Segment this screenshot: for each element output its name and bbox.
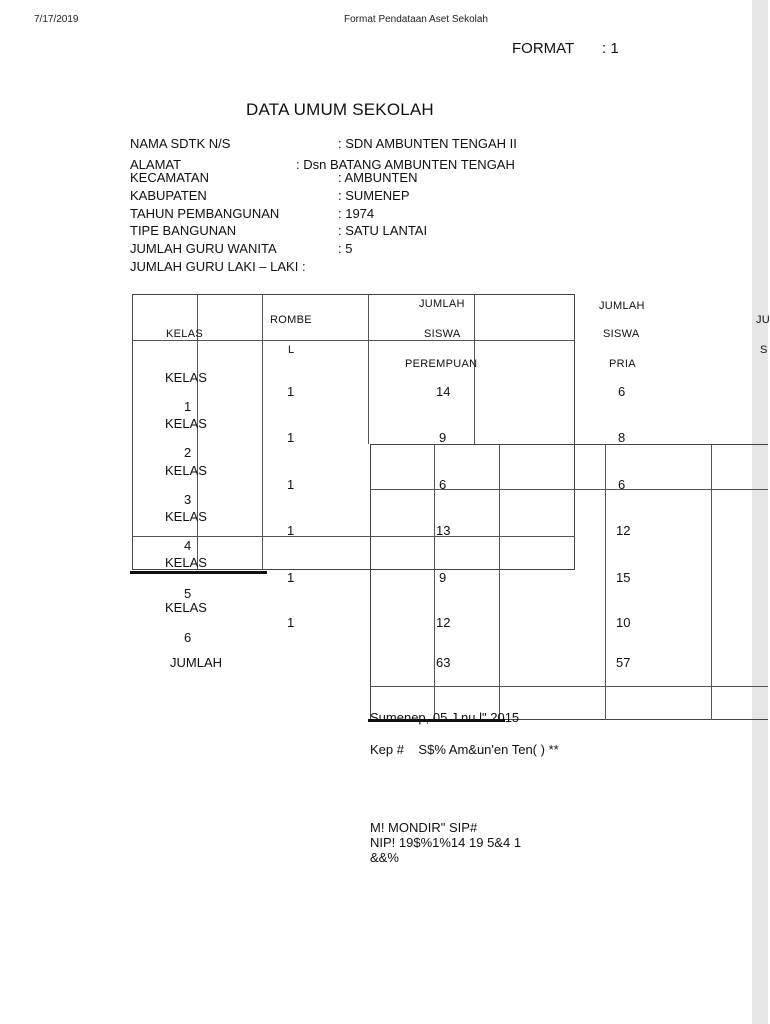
row-pria: 15 [616, 570, 631, 585]
row-kelas-label: KELAS [165, 370, 207, 385]
row-perempuan: 12 [436, 615, 451, 630]
table-col-line [711, 444, 712, 720]
document-title: Format Pendataan Aset Sekolah [344, 14, 488, 25]
header-rombel: ROMBE [270, 314, 312, 326]
row-perempuan: 13 [436, 523, 451, 538]
info-label-guru-wanita: JUMLAH GURU WANITA [130, 241, 277, 256]
page-title: DATA UMUM SEKOLAH [246, 100, 434, 119]
info-value-kecamatan: : AMBUNTEN [338, 170, 418, 185]
info-label-guru-laki: JUMLAH GURU LAKI – LAKI : [130, 259, 306, 274]
table-row-divider [370, 686, 768, 687]
header-pria-1: JUMLAH [599, 300, 645, 312]
signature-extra: &&% [370, 850, 399, 865]
header-pria-3: PRIA [609, 358, 636, 370]
row-perempuan: 9 [439, 570, 447, 585]
header-pria-2: SISWA [603, 328, 640, 340]
row-kelas-number: 2 [184, 445, 192, 460]
row-rombel: 1 [287, 570, 295, 585]
signature-name: M! MONDIR" SIP# [370, 820, 478, 835]
row-kelas-number: 3 [184, 492, 192, 507]
header-perempuan-1: JUMLAH [419, 298, 465, 310]
row-rombel: 1 [287, 384, 295, 399]
row-kelas-label: KELAS [165, 509, 207, 524]
row-kelas-label: KELAS [165, 416, 207, 431]
row-kelas-number: 1 [184, 399, 192, 414]
row-kelas-label: KELAS [165, 600, 207, 615]
format-label: FORMAT [512, 40, 575, 57]
row-rombel: 1 [287, 615, 295, 630]
row-kelas-number: 5 [184, 586, 192, 601]
info-label-tahun: TAHUN PEMBANGUNAN [130, 206, 280, 221]
header-kelas: KELAS [166, 328, 203, 340]
total-label: JUMLAH [170, 655, 223, 670]
info-label-nama: NAMA SDTK N/S [130, 136, 231, 151]
header-rombel-2: L [288, 344, 295, 356]
info-label-alamat: ALAMAT [130, 157, 182, 172]
row-perempuan: 9 [439, 430, 447, 445]
format-value: : 1 [602, 40, 619, 57]
header-perempuan-2: SISWA [424, 328, 461, 340]
row-pria: 12 [616, 523, 631, 538]
table-thick-rule [130, 571, 267, 574]
signature-place-date: Sumenep, 05 J nu l" 2015 [370, 710, 520, 725]
table-col-line [499, 444, 500, 720]
total-perempuan: 63 [436, 655, 451, 670]
info-value-kabupaten: : SUMENEP [338, 188, 410, 203]
print-date: 7/17/2019 [34, 14, 79, 25]
info-value-nama: : SDN AMBUNTEN TENGAH II [338, 136, 517, 151]
row-kelas-label: KELAS [165, 555, 207, 570]
info-value-alamat: : Dsn BATANG AMBUNTEN TENGAH [296, 157, 515, 172]
header-cutoff-1: JU [756, 314, 770, 326]
row-kelas-number: 6 [184, 630, 192, 645]
info-label-kabupaten: KABUPATEN [130, 188, 207, 203]
header-cutoff-2: S [760, 344, 768, 356]
info-value-tipe: : SATU LANTAI [338, 223, 428, 238]
row-kelas-label: KELAS [165, 463, 207, 478]
info-value-tahun: : 1974 [338, 206, 375, 221]
table-col-line [605, 444, 606, 720]
row-pria: 6 [618, 477, 626, 492]
row-pria: 8 [618, 430, 626, 445]
header-perempuan-3: PEREMPUAN [405, 358, 478, 370]
row-kelas-number: 4 [184, 538, 192, 553]
row-perempuan: 6 [439, 477, 447, 492]
info-label-kecamatan: KECAMATAN [130, 170, 209, 185]
total-pria: 57 [616, 655, 631, 670]
row-rombel: 1 [287, 523, 295, 538]
info-label-tipe: TIPE BANGUNAN [130, 223, 237, 238]
row-rombel: 1 [287, 430, 295, 445]
signature-nip: NIP! 19$%1%14 19 5&4 1 [370, 835, 522, 850]
table-header-divider [132, 340, 575, 341]
table-col-line [434, 444, 435, 720]
row-rombel: 1 [287, 477, 295, 492]
row-pria: 10 [616, 615, 631, 630]
table-col-line [368, 294, 369, 444]
row-perempuan: 14 [436, 384, 451, 399]
table-row-divider [370, 489, 768, 490]
table-border-lower [370, 444, 768, 720]
info-value-guru-wanita: : 5 [338, 241, 353, 256]
table-col-line [262, 294, 263, 570]
row-pria: 6 [618, 384, 626, 399]
signature-role: Kep # S$% Am&un'en Ten( ) ** [370, 742, 559, 757]
